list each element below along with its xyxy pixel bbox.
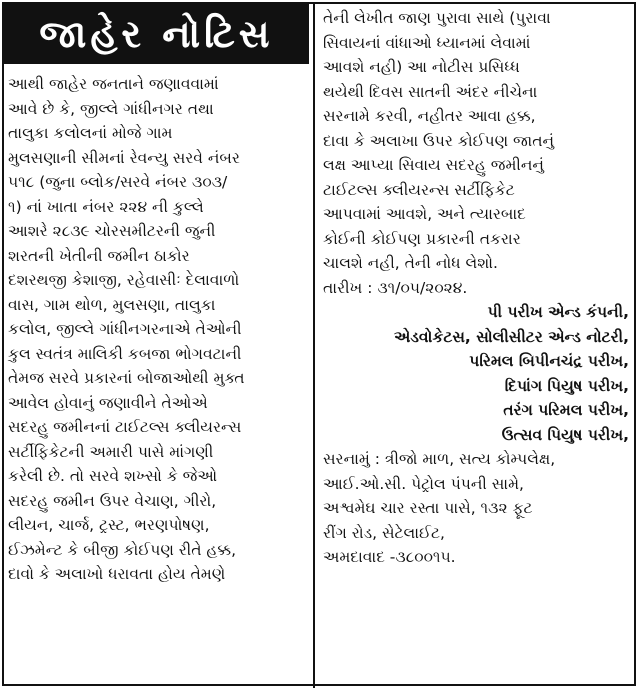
body-line: કુલ સ્વતંત્ર માલિકી કબજા ભોગવટાની	[8, 344, 242, 363]
body-line: આથી જાહેર જનતાને જણાવવામાં	[8, 75, 219, 93]
body-line: સિવાયનાં વાંધાઓ ધ્યાનમાં લેવામાં	[323, 33, 531, 52]
notice-title: જાહેર નોટિસ	[4, 4, 309, 64]
address-line: અશ્વમેઘ ચાર રસ્તા પાસે, ૧૩૨ ફૂટ	[323, 499, 533, 517]
column-divider	[313, 2, 315, 688]
body-line: સર્ટીફિકેટની અમારી પાસે માંગણી	[8, 442, 214, 461]
body-line: શરતની ખેતીની જમીન ઠાકોર	[8, 246, 190, 265]
body-line: આવશે નહી) આ નોટીસ પ્રસિધ્ધ	[323, 58, 520, 76]
body-line: કોઈની કોઈપણ પ્રકારની તકરાર	[323, 229, 521, 248]
address-line: રીંગ રોડ, સેટેલાઈટ,	[323, 523, 445, 542]
body-line: કલોલ, જીલ્લે ગાંધીનગરનાએ તેઓની	[8, 320, 242, 338]
address-line: સરનામું : ત્રીજો માળ, સત્ય કોમ્પલેક્ષ,	[323, 450, 556, 468]
address-line: આઈ.ઓ.સી. પેટ્રોલ પંપની સામે,	[323, 474, 524, 493]
body-line: આવેલ હોવાનું જણાવીને તેઓએ	[8, 393, 208, 412]
body-line: તાલુકા કલોલનાં મોજે ગામ	[8, 124, 173, 142]
body-line: ૫૧૮ (જુના બ્લોક/સરવે નંબર ૩૦૩/	[8, 173, 228, 191]
body-line: દાવા કે અલાખા ઉપર કોઈપણ જાતનું	[323, 131, 555, 150]
body-line: વાસ, ગામ થોળ, મુલસણા, તાલુકા	[8, 295, 216, 314]
body-line: મુલસણાની સીમનાં રેવન્યુ સરવે નંબર	[8, 148, 240, 167]
address-line: અમદાવાદ -૩૮૦૦૧૫.	[323, 548, 456, 566]
body-line: આવે છે કે, જીલ્લે ગાંધીનગર તથા	[8, 99, 214, 118]
signatory-name: તરંગ પરિમલ પરીખ,	[503, 401, 629, 419]
body-line: તેમજ સરવે પ્રકારનાં બોજાઓથી મુક્ત	[8, 369, 245, 387]
notice-date: તારીખ : ૩૧/૦૫/૨૦૨૪.	[323, 278, 468, 297]
left-column	[8, 72, 308, 587]
signatory-firm: પી પરીખ એન્ડ કંપની,	[487, 303, 629, 321]
body-line: દાવો કે અલાખો ધરાવતા હોય તેમણે	[8, 565, 226, 583]
body-line: આપવામાં આવશે, અને ત્યારબાદ	[323, 205, 526, 223]
body-line: લીયન, ચાર્જ, ટ્રસ્ટ, ભરણપોષણ,	[8, 516, 210, 534]
body-line: આશરે ૨૮૩૯ ચોરસમીટરની જુની	[8, 222, 216, 240]
body-line: ઈઝમેન્ટ કે બીજી કોઈપણ રીતે હક્ક,	[8, 540, 237, 559]
signatory-name: દિપાંગ પિયુષ પરીખ,	[504, 376, 629, 395]
body-line: લક્ષ આપ્યા સિવાય સદરહુ જમીનનું	[323, 156, 544, 174]
signatory-name: ઉત્સવ પિયુષ પરીખ,	[501, 425, 629, 444]
signatory-name: પરિમલ બિપીનચંદ્ર પરીખ,	[469, 352, 629, 370]
body-line: સરનામે કરવી, નહીતર આવા હક્ક,	[323, 107, 536, 125]
body-line: સદરહુ જમીન ઉપર વેચાણ, ગીરો,	[8, 491, 217, 510]
body-line: કરેલી છે. તો સરવે શખ્સો કે જેઓ	[8, 467, 218, 485]
body-line: દશરથજી કેશાજી, રહેવાસીઃ દેલાવાળો	[8, 271, 240, 289]
body-line: ચાલશે નહી, તેની નોધ લેશો.	[323, 254, 498, 272]
body-line: ૧) નાં ખાતા નંબર ૨૨૪ ની કુલ્લે	[8, 197, 204, 216]
right-column	[323, 6, 633, 570]
body-line: સદરહુ જમીનનાં ટાઈટલ્સ ક્લીયરન્સ	[8, 418, 242, 436]
body-line: ટાઈટલ્સ ક્લીયરન્સ સર્ટીફિકેટ	[323, 180, 515, 199]
body-line: થયેથી દિવસ સાતની અંદર નીચેના	[323, 82, 538, 101]
signatory-designation: એડવોકેટસ, સોલીસીટર એન્ડ નોટરી,	[394, 327, 629, 346]
body-line: તેની લેખીત જાણ પુરાવા સાથે (પુરાવા	[323, 9, 551, 27]
